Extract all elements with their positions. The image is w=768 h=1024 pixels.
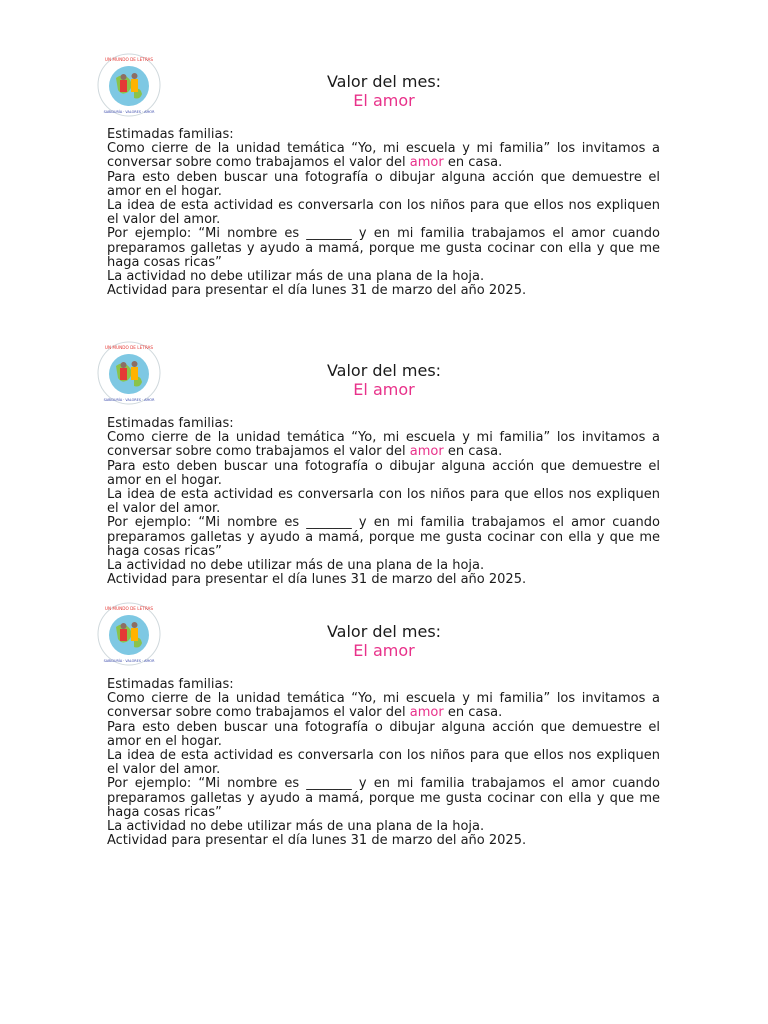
- notice-subtitle: El amor: [353, 91, 415, 110]
- p1-before: Como cierre de la unidad temática “Yo, mi escuela y mi familia” los invitamos a conversar sobre como trabajamos el valor del: [107, 141, 660, 171]
- logo-text: UN MUNDO DE LETRAS: [104, 345, 154, 350]
- amor-highlight: amor: [409, 155, 444, 171]
- logo-motto: SABIDURÍA · VALORES · AMOR: [103, 398, 155, 402]
- amor-highlight: amor: [409, 444, 444, 460]
- notice-body: [107, 417, 660, 587]
- logo-text: UN MUNDO DE LETRAS: [104, 57, 154, 62]
- paragraph-6: Actividad para presentar el día lunes 31 de marzo del año 2025.: [107, 572, 527, 588]
- notice-body: [107, 128, 660, 298]
- greeting: Estimadas familias:: [107, 416, 234, 431]
- paragraph-2: Para esto deben buscar una fotografía o dibujar alguna acción que demuestre el amor en el hogar.: [107, 169, 660, 199]
- paragraph-1: [107, 431, 660, 459]
- paragraph-5: La actividad no debe utilizar más de una plana de la hoja.: [107, 819, 485, 835]
- paragraph-3: La idea de esta actividad es conversarla con los niños para que ellos nos expliquen el valor del amor.: [107, 198, 660, 228]
- paragraph-5: La actividad no debe utilizar más de una plana de la hoja.: [107, 269, 485, 285]
- notice-subtitle: El amor: [353, 641, 415, 660]
- paragraph-2: Para esto deben buscar una fotografía o dibujar alguna acción que demuestre el amor en el hogar.: [107, 719, 660, 749]
- logo-motto: SABIDURÍA · VALORES · AMOR: [103, 110, 155, 114]
- p1-before: Como cierre de la unidad temática “Yo, mi escuela y mi familia” los invitamos a conversar sobre como trabajamos el valor del: [107, 430, 660, 460]
- notice-body: [107, 678, 660, 848]
- logo-text: UN MUNDO DE LETRAS: [104, 606, 154, 611]
- paragraph-4: Por ejemplo: “Mi nombre es _______ y en mi familia trabajamos el amor cuando preparamos galletas y ayudo a mamá, porque me gusta cocinar con ella y que me haga cosas ricas”: [107, 226, 660, 270]
- paragraph-4: Por ejemplo: “Mi nombre es _______ y en mi familia trabajamos el amor cuando preparamos galletas y ayudo a mamá, porque me gusta cocinar con ella y que me haga cosas ricas”: [107, 776, 660, 820]
- paragraph-4: Por ejemplo: “Mi nombre es _______ y en mi familia trabajamos el amor cuando preparamos galletas y ayudo a mamá, porque me gusta cocinar con ella y que me haga cosas ricas”: [107, 515, 660, 559]
- notice-title: Valor del mes:: [326, 72, 442, 91]
- paragraph-5: La actividad no debe utilizar más de una plana de la hoja.: [107, 558, 485, 574]
- paragraph-3: La idea de esta actividad es conversarla con los niños para que ellos nos expliquen el valor del amor.: [107, 748, 660, 778]
- greeting: Estimadas familias:: [107, 677, 234, 692]
- paragraph-3: La idea de esta actividad es conversarla con los niños para que ellos nos expliquen el valor del amor.: [107, 487, 660, 517]
- paragraph-1: [107, 142, 660, 170]
- p1-after: en casa.: [447, 155, 503, 171]
- paragraph-6: Actividad para presentar el día lunes 31 de marzo del año 2025.: [107, 283, 527, 299]
- greeting: Estimadas familias:: [107, 127, 234, 142]
- p1-before: Como cierre de la unidad temática “Yo, mi escuela y mi familia” los invitamos a conversar sobre como trabajamos el valor del: [107, 691, 660, 721]
- logo-motto: SABIDURÍA · VALORES · AMOR: [103, 659, 155, 663]
- notice-subtitle: El amor: [353, 380, 415, 399]
- paragraph-1: [107, 692, 660, 720]
- notice-title: Valor del mes:: [326, 622, 442, 641]
- paragraph-6: Actividad para presentar el día lunes 31 de marzo del año 2025.: [107, 833, 527, 849]
- p1-after: en casa.: [447, 705, 503, 721]
- p1-after: en casa.: [447, 444, 503, 460]
- paragraph-2: Para esto deben buscar una fotografía o dibujar alguna acción que demuestre el amor en el hogar.: [107, 458, 660, 488]
- notice-title: Valor del mes:: [326, 361, 442, 380]
- amor-highlight: amor: [409, 705, 444, 721]
